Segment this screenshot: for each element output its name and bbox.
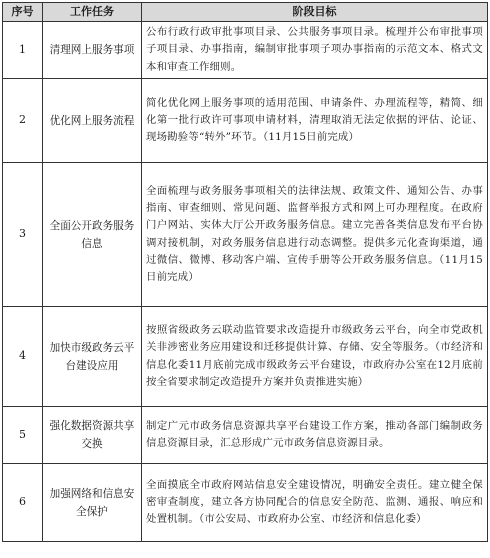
header-task: 工作任务 bbox=[43, 3, 142, 22]
row-task: 加强网络和信息安全保护 bbox=[43, 464, 142, 542]
table-row bbox=[3, 163, 488, 307]
work-task-table bbox=[2, 2, 488, 542]
table-row bbox=[3, 22, 488, 79]
row-number: 5 bbox=[3, 407, 43, 464]
row-number: 4 bbox=[3, 307, 43, 407]
table-row bbox=[3, 407, 488, 464]
table-row bbox=[3, 464, 488, 542]
row-task: 清理网上服务事项 bbox=[43, 22, 142, 79]
row-goal: 按照省级政务云联动监管要求改造提升市级政务云平台，向全市党政机关非涉密业务应用建设和迁移提供计算、存储、安全等服务。（市经济和信息化委11月底前完成市级政务云平台建设，市政府办公室在12月底前按全省要求制定改造提升方案并负责推进实施） bbox=[142, 307, 488, 407]
row-number: 1 bbox=[3, 22, 43, 79]
header-goal: 阶段目标 bbox=[142, 3, 488, 22]
row-task: 全面公开政务服务信息 bbox=[43, 163, 142, 307]
header-number: 序号 bbox=[3, 3, 43, 22]
row-task: 优化网上服务流程 bbox=[43, 79, 142, 163]
row-goal: 公布行政行政审批事项目录、公共服务事项目录。梳理并公布审批事项子项目录、办事指南，编制审批事项子项办事指南的示范文本、格式文本和审查工作细则。 bbox=[142, 22, 488, 79]
row-number: 6 bbox=[3, 464, 43, 542]
row-task: 加快市级政务云平台建设应用 bbox=[43, 307, 142, 407]
table-row bbox=[3, 79, 488, 163]
row-goal: 全面梳理与政务服务事项相关的法律法规、政策文件、通知公告、办事指南、审查细则、常见问题、监督举报方式和网上可办理程度。在政府门户网站、实体大厅公开政务服务信息。建立完善各类信息发布平台协调对接机制，对政务服务信息进行动态调整。提供多元化查询渠道，通过微信、微博、移动客户端、宣传手册等公开政务服务信息。（11月15日前完成） bbox=[142, 163, 488, 307]
table-header-row bbox=[3, 3, 488, 22]
row-goal: 简化优化网上服务事项的适用范围、申请条件、办理流程等，精简、细化第一批行政许可事项申请材料，清理取消无法定依据的评估、论证、现场勘验等“转外”环节。（11月15日前完成） bbox=[142, 79, 488, 163]
row-goal: 全面摸底全市政府网站信息安全建设情况，明确安全责任。建立健全保密审查制度，建立各方协同配合的信息安全防范、监测、通报、响应和处置机制。（市公安局、市政府办公室、市经济和信息化委） bbox=[142, 464, 488, 542]
row-number: 2 bbox=[3, 79, 43, 163]
row-number: 3 bbox=[3, 163, 43, 307]
row-goal: 制定广元市政务信息资源共享平台建设工作方案，推动各部门编制政务信息资源目录，汇总形成广元市政务信息资源目录。 bbox=[142, 407, 488, 464]
table-row bbox=[3, 307, 488, 407]
row-task: 强化数据资源共享交换 bbox=[43, 407, 142, 464]
